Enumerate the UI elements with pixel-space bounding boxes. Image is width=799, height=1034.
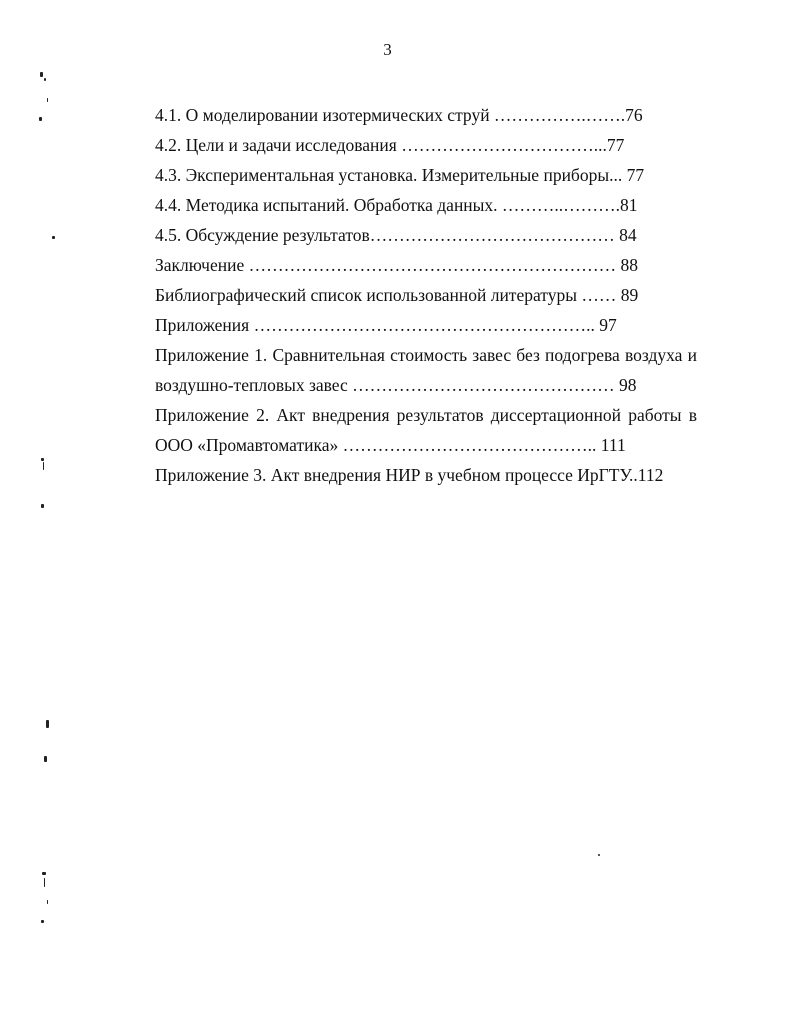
toc-entry-4-1: 4.1. О моделировании изотермических струй …………….…….76 <box>155 105 643 125</box>
toc-entry-appendix-2-line-1: Приложение 2. Акт внедрения результатов диссертационной работы в <box>155 405 697 425</box>
scan-speck <box>39 117 42 121</box>
toc-entry-appendix-1-line-2: воздушно-тепловых завес ……………………………………… 98 <box>155 375 637 395</box>
toc-entry-conclusion: Заключение ……………………………………………………… 88 <box>155 255 638 275</box>
scan-speck <box>43 462 44 470</box>
scan-speck <box>40 72 43 77</box>
page-number: 3 <box>383 40 392 59</box>
scan-speck <box>41 504 44 508</box>
scan-speck <box>41 458 44 461</box>
scan-speck <box>41 920 44 923</box>
toc-entry-4-2: 4.2. Цели и задачи исследования ……………………………...77 <box>155 135 625 155</box>
scan-speck <box>52 236 55 239</box>
toc-entry-4-4: 4.4. Методика испытаний. Обработка данных. ………..……….81 <box>155 195 638 215</box>
scan-speck <box>44 78 46 81</box>
toc-entry-4-5: 4.5. Обсуждение результатов…………………………………… 84 <box>155 225 637 245</box>
scan-speck <box>42 872 46 875</box>
scan-speck <box>47 98 48 102</box>
toc-entry-appendices: Приложения ………………………………………………….. 97 <box>155 315 617 335</box>
scan-speck <box>44 878 45 887</box>
toc-entry-4-3: 4.3. Экспериментальная установка. Измерительные приборы... 77 <box>155 165 645 185</box>
scan-speck <box>47 900 48 904</box>
toc-entry-appendix-1-line-1: Приложение 1. Сравнительная стоимость завес без подогрева воздуха и <box>155 345 697 365</box>
toc-entry-bibliography: Библиографический список использованной литературы …… 89 <box>155 285 639 305</box>
scan-speck <box>598 854 600 856</box>
toc-entry-appendix-2-line-2: ООО «Промавтоматика» …………………………………….. 111 <box>155 435 626 455</box>
scan-speck <box>44 756 47 762</box>
table-of-contents <box>155 100 697 490</box>
toc-entry-appendix-3: Приложение 3. Акт внедрения НИР в учебном процессе ИрГТУ..112 <box>155 465 664 485</box>
scan-speck <box>46 720 49 728</box>
